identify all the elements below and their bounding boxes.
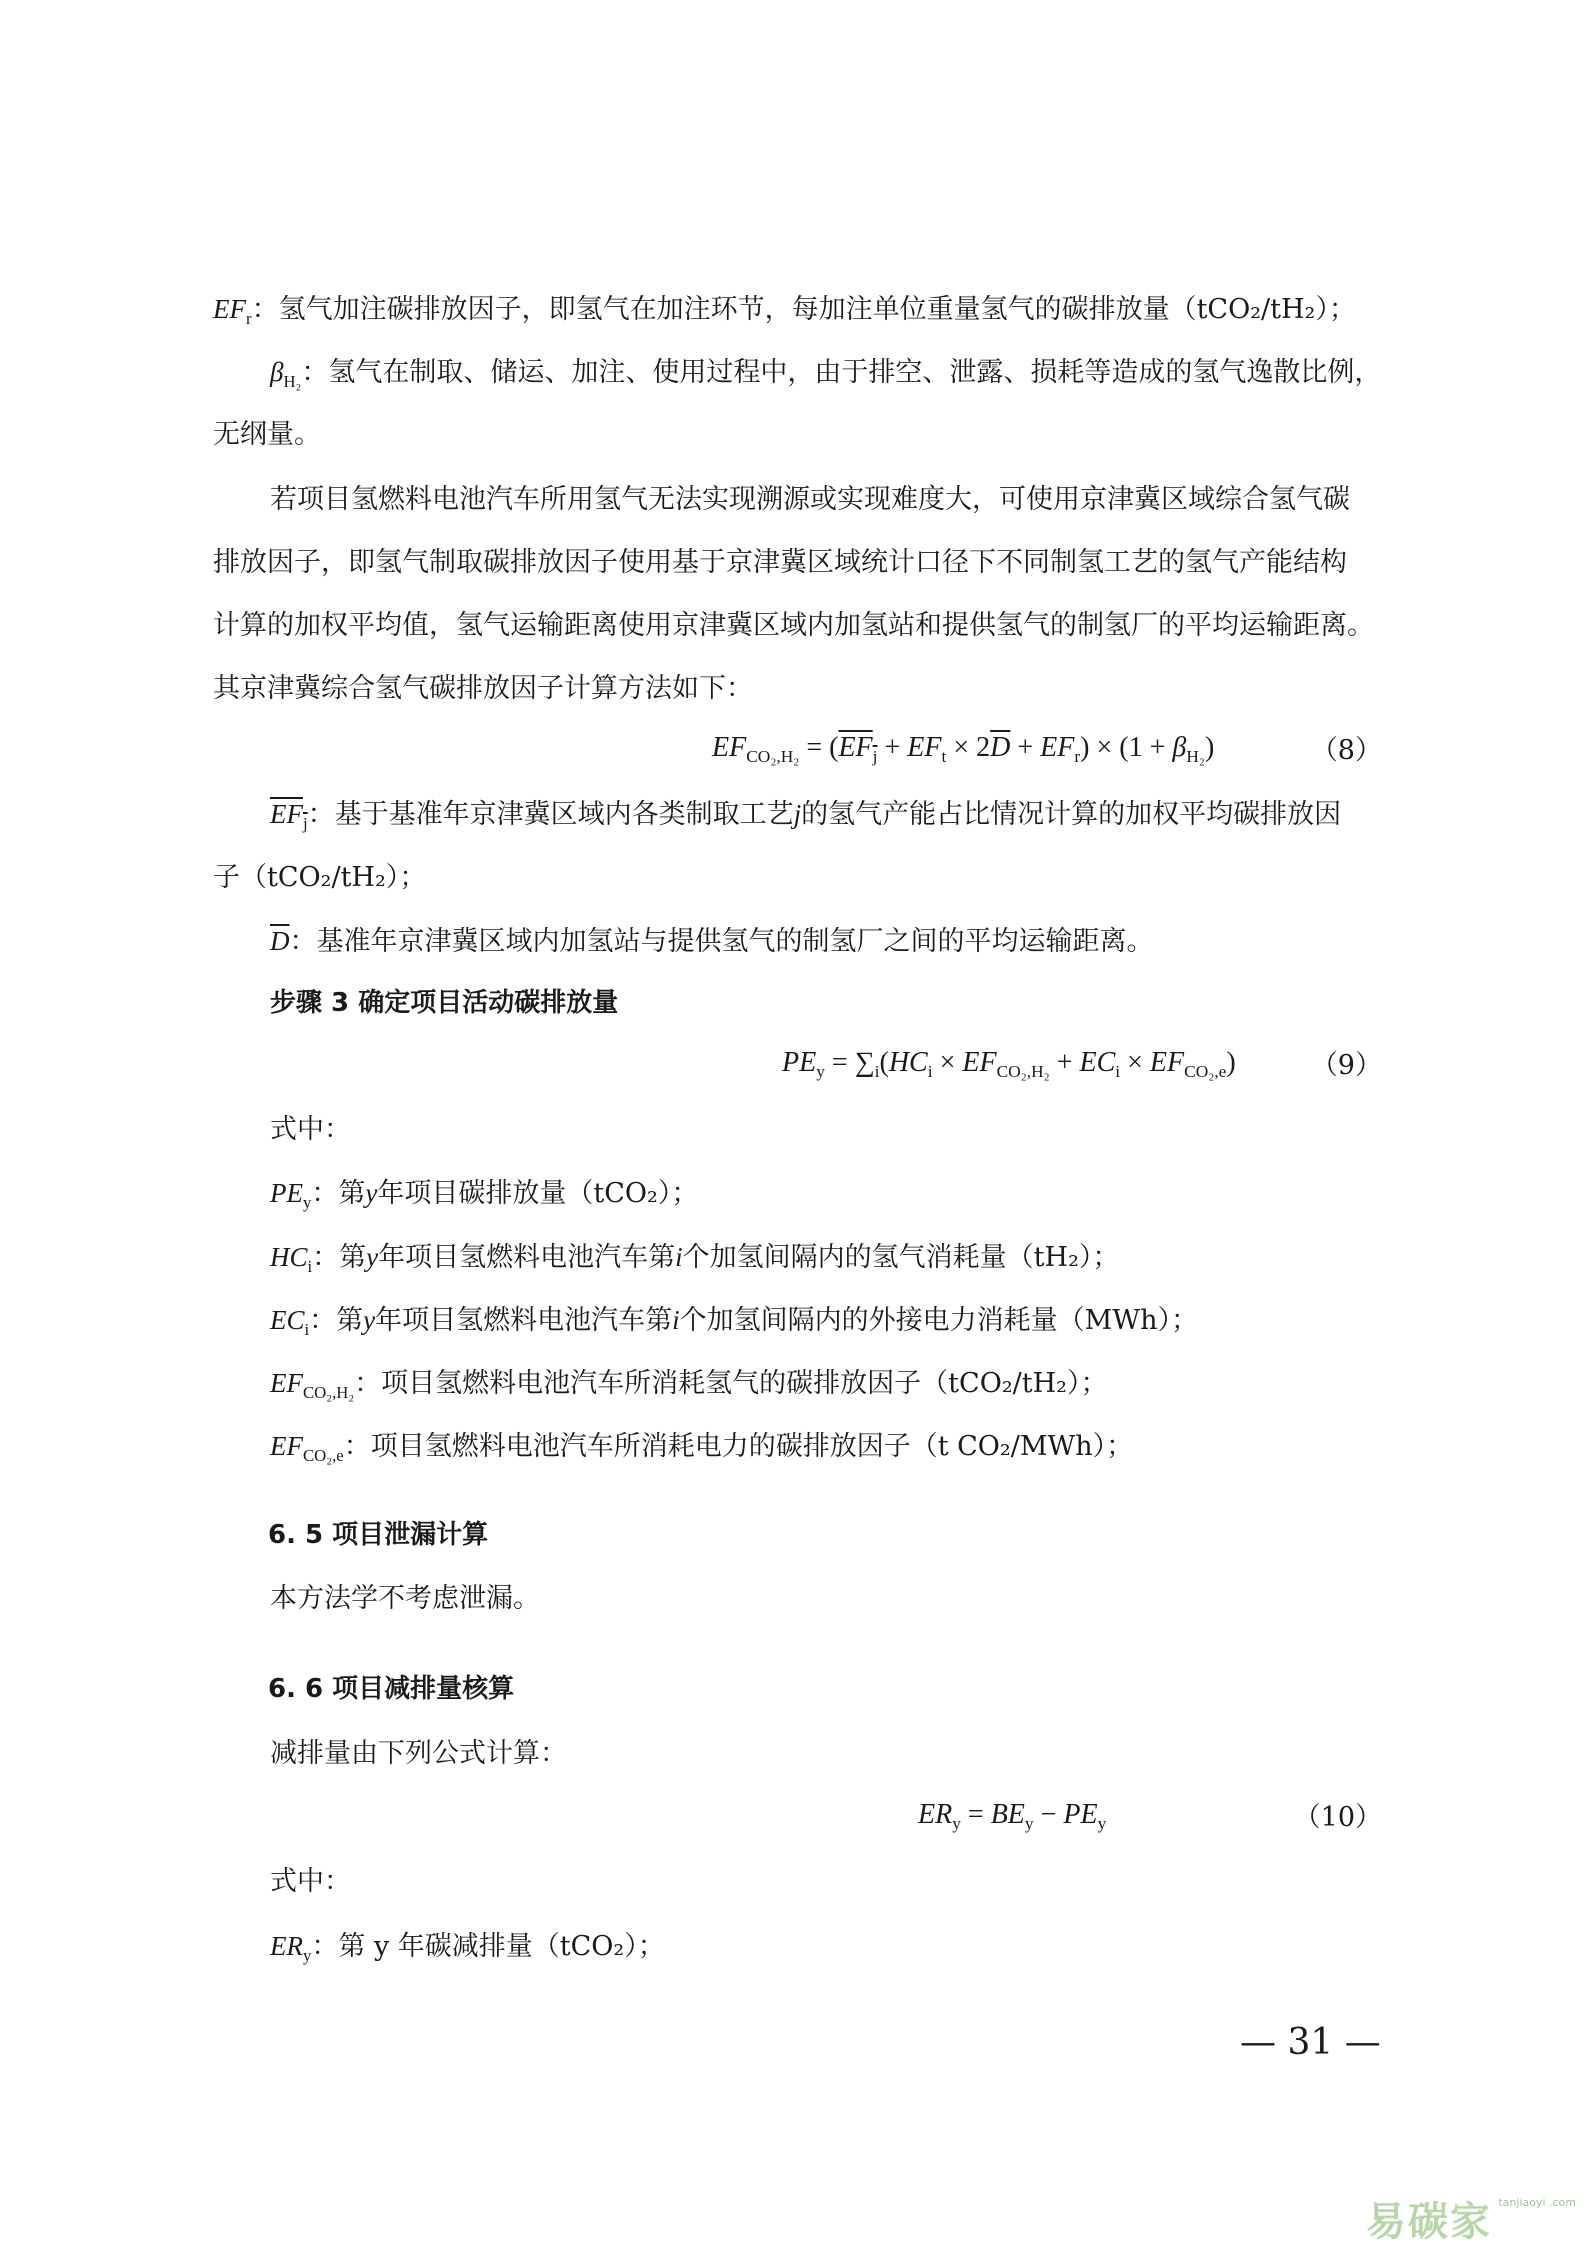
text-line: 式中： [270, 1866, 351, 1897]
step-3-heading: 步骤 3 确定项目活动碳排放量 [270, 988, 619, 1018]
text-line: 若项目氢燃料电池汽车所用氢气无法实现溯源或实现难度大，可使用京津冀区域综合氢气碳 [270, 484, 1350, 515]
symbol-ec-i: $EC_i$ [270, 1305, 310, 1339]
text-line: 减排量由下列公式计算： [270, 1738, 567, 1769]
symbol-ef-co2-h2: $EF_{CO_2,H_2}$ [270, 1368, 355, 1402]
text: ：氢气加注碳排放因子，即氢气在加注环节，每加注单位重量氢气的碳排放量（tCO₂/tH₂）； [251, 294, 1356, 325]
text: ：氢气在制取、储运、加注、使用过程中，由于排空、泄露、损耗等造成的氢气逸散比例， [301, 357, 1382, 388]
symbol-ef-co2-e: $EF_{CO_2,e}$ [270, 1431, 344, 1465]
page-number: — 31 — [1240, 2022, 1381, 2063]
symbol-ef-r: $EF_r$ [213, 294, 252, 328]
def-ef-r [213, 292, 1356, 327]
symbol-er-y: $ER_y$ [270, 1931, 312, 1965]
symbol-beta-h2: $\beta_{H_2}$ [270, 357, 302, 391]
equation-number-9: （9） [1310, 1050, 1382, 1081]
text-line: 排放因子，即氢气制取碳排放因子使用基于京津冀区域统计口径下不同制氢工艺的氢气产能结构 [213, 547, 1347, 578]
def-er-y: $ER_y$：第 y 年碳减排量（tCO₂）； [270, 1931, 665, 1965]
symbol-d: $\overline{D}$ [270, 926, 290, 956]
def-beta-h2 [270, 355, 1381, 390]
equation-number-8: （8） [1310, 735, 1382, 766]
symbol-hc-i: $HC_i$ [270, 1242, 313, 1276]
text-line: 无纲量。 [213, 419, 321, 450]
def-ef-co2-h2: $EF_{CO_2,H_2}$：项目氢燃料电池汽车所消耗氢气的碳排放因子（tCO₂/tH₂）； [270, 1368, 1108, 1402]
def-ef-co2-e: $EF_{CO_2,e}$：项目氢燃料电池汽车所消耗电力的碳排放因子（t CO₂/MWh）； [270, 1431, 1134, 1465]
text: ：基于基准年京津冀区域内各类制取工艺 [307, 799, 794, 830]
text: 的氢气产能占比情况计算的加权平均碳排放因 [801, 799, 1342, 830]
text-line: 式中： [270, 1114, 351, 1145]
text-line: 其京津冀综合氢气碳排放因子计算方法如下： [213, 673, 753, 704]
text-line: 子（tCO₂/tH₂）； [213, 862, 427, 893]
symbol-ef-j: $EF_j$ [270, 799, 308, 833]
equation-number-10: （10） [1293, 1802, 1382, 1833]
equation-9: $PE_y = \sum_i(HC_i \times EF_{CO_2,H_2} + EC_i \times EF_{CO_2,e})$ [782, 1047, 1236, 1082]
text-line: 计算的加权平均值，氢气运输距离使用京津冀区域内加氢站和提供氢气的制氢厂的平均运输距离。 [213, 610, 1374, 641]
watermark-main: 易碳家 [1366, 2199, 1492, 2245]
symbol-pe-y: $PE_y$ [270, 1178, 312, 1212]
def-ef-j: $EF_j$：基于基准年京津冀区域内各类制取工艺j的氢气产能占比情况计算的加权平均碳排放因 [270, 799, 1342, 833]
equation-10: $ER_y = BE_y - PE_y$ [918, 1799, 1107, 1834]
watermark-sub: tanjiaoyi .com [1498, 2196, 1576, 2209]
def-ec-i: $EC_i$：第y年项目氢燃料电池汽车第i个加氢间隔内的外接电力消耗量（MWh）； [270, 1305, 1198, 1339]
equation-8: $EF_{CO_2,H_2} = (EF_j + EF_t \times 2\overline{D} + EF_r) \times (1 + \beta_{H_2})$ [712, 732, 1215, 767]
def-d [270, 924, 1154, 959]
section-6-6-heading: 6. 6 项目减排量核算 [268, 1674, 515, 1704]
def-hc-i: $HC_i$：第y年项目氢燃料电池汽车第i个加氢间隔内的氢气消耗量（tH₂）； [270, 1242, 1120, 1276]
watermark-logo [1366, 2190, 1578, 2245]
text: ：基准年京津冀区域内加氢站与提供氢气的制氢厂之间的平均运输距离。 [289, 926, 1154, 957]
section-6-5-heading: 6. 5 项目泄漏计算 [268, 1520, 489, 1550]
def-pe-y: $PE_y$：第y年项目碳排放量（tCO₂）； [270, 1178, 699, 1212]
text-line: 本方法学不考虑泄漏。 [270, 1583, 540, 1614]
